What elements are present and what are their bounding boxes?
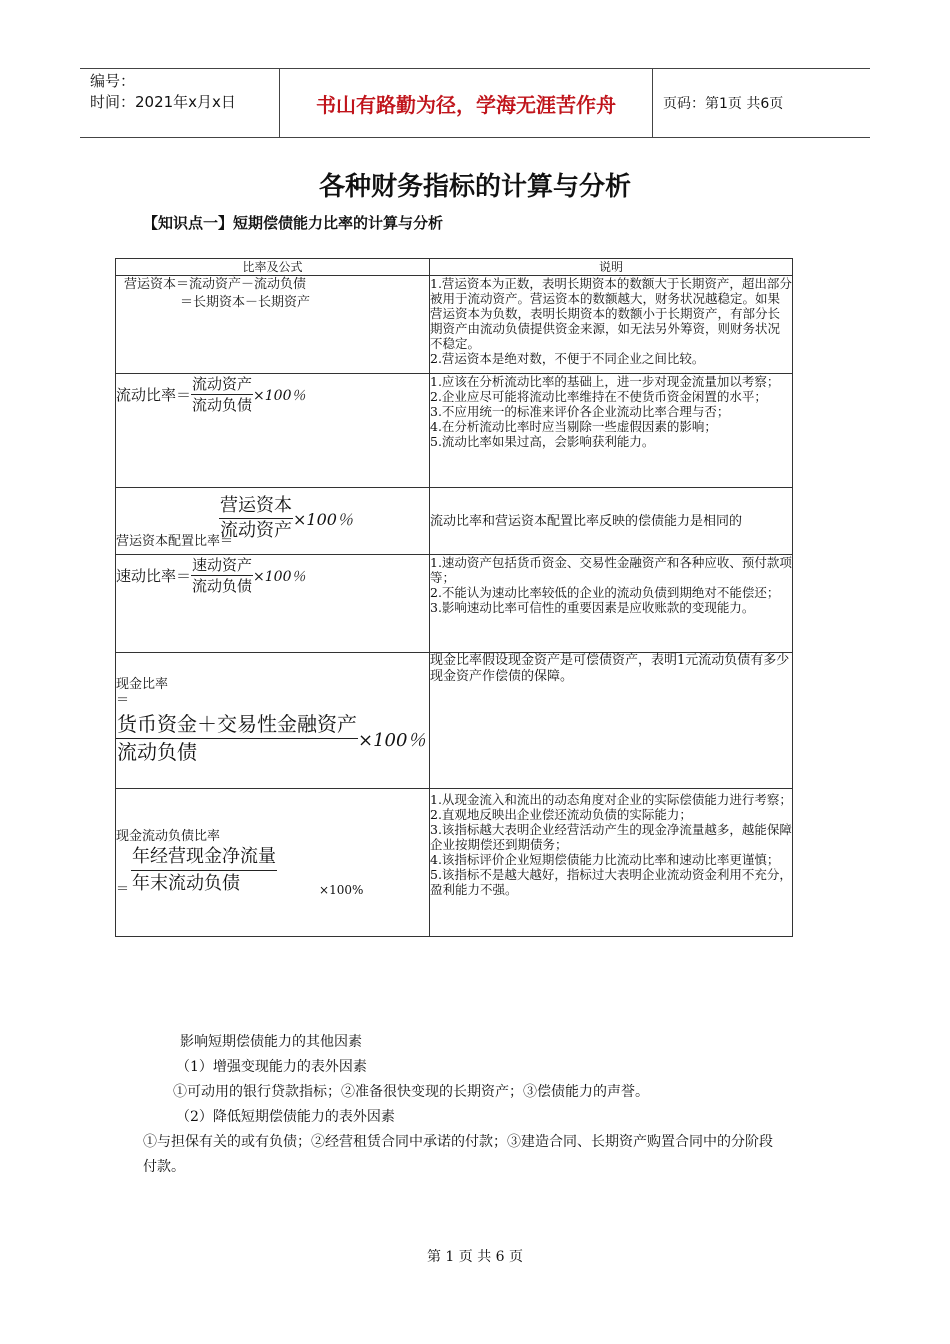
fraction-denominator: 年末流动负债 [132,873,241,894]
document-number-label: 编号： [90,72,136,90]
description-cell [430,276,793,374]
note-line: 3.该指标越大表明企业经营活动产生的现金净流量越多，越能保障企业按期偿还到期债务； [430,822,792,852]
description-cell [430,488,793,555]
note-line: 4.该指标评价企业短期偿债能力比流动比率和速动比率更谨慎； [430,852,780,867]
formula-line: ＝长期资本－长期资产 [180,295,311,310]
fraction [191,555,253,596]
fraction-group [219,494,353,543]
formula-line: 营运资本＝流动资产－流动负债 [124,277,307,292]
formula-suffix: ×100％ [293,510,353,529]
fraction-denominator: 流动资产 [220,520,293,541]
other-factors-sub1-text: ①可动用的银行贷款指标；②准备很快变现的长期资产；③偿债能力的声誉。 [173,1084,649,1100]
formula [116,374,429,415]
formula-prefix: 现金比率 [116,677,169,692]
note-line: 5.该指标不是越大越好，指标过大表明企业流动资金利用不充分，盈利能力不强。 [430,867,792,897]
col-header-description: 说明 [430,259,793,276]
other-factors-sub2-text-line1: ①与担保有关的或有负债；②经营租赁合同中承诺的付款；③建造合同、长期资产购置合同中的分阶段 [143,1134,773,1150]
table-row [116,276,793,374]
page-header [80,68,870,138]
table-row [116,555,793,653]
document-time-label: 时间：2021年x月x日 [90,93,236,111]
header-meta [80,69,280,137]
fraction-denominator: 流动负债 [117,740,197,764]
fraction-denominator: 流动负债 [192,396,253,414]
note-line: 2.直观地反映出企业偿还流动负债的实际能力； [430,807,692,822]
page-title: 各种财务指标的计算与分析 [318,172,631,202]
description-cell [430,374,793,488]
header-motto: 书山有路勤为径，学海无涯苦作舟 [280,69,653,137]
formula-cell [116,374,430,488]
note-line: 2.企业应尽可能将流动比率维持在不使货币资金闲置的水平； [430,389,767,404]
formula-suffix: ×100％ [253,568,306,585]
description-cell [430,653,793,789]
fraction-numerator: 流动资产 [192,375,253,393]
fraction [116,711,358,766]
note-line: 1.应该在分析流动比率的基础上，进一步对现金流量加以考察； [430,374,780,389]
formula-equals: ＝ [116,882,130,897]
note-line: 5.流动比率如果过高，会影响获利能力。 [430,434,655,449]
note-line: 4.在分析流动比率时应当剔除一些虚假因素的影响； [430,419,717,434]
fraction-numerator: 货币资金＋交易性金融资产 [116,711,358,739]
formula-cell [116,276,430,374]
other-factors-sub1: （1）增强变现能力的表外因素 [176,1059,367,1075]
formula-suffix: ×100％ [253,387,306,404]
formula-suffix: ×100％ [358,729,426,751]
note-line: 3.影响速动比率可信性的重要因素是应收账款的变现能力。 [430,600,755,615]
formula [116,844,429,897]
description-cell [430,789,793,937]
formula [116,555,429,596]
note-line: 流动比率和营运资本配置比率反映的偿债能力是相同的 [430,513,743,529]
section-heading: 【知识点一】短期偿债能力比率的计算与分析 [143,214,444,232]
col-header-formula: 比率及公式 [116,259,430,276]
fraction-numerator: 年经营现金净流量 [131,844,277,871]
formula-cell [116,653,430,789]
formula-suffix: ×100% [319,883,364,897]
formula-equals: ＝ [116,693,130,708]
formula-cell [116,488,430,555]
note-line: 现金比率假设现金资产是可偿债资产，表明1元流动负债有多少现金资产作偿债的保障。 [430,653,790,684]
formula-cell [116,555,430,653]
table-row [116,789,793,937]
fraction [131,844,277,897]
ratio-table [115,258,793,937]
formula-prefix: 营运资本配置比率＝ [116,534,234,549]
note-line: 3.不应用统一的标准来评价各企业流动比率合理与否； [430,404,730,419]
note-line: 2.营运资本是绝对数，不便于不同企业之间比较。 [430,351,705,366]
description-cell [430,555,793,653]
formula-prefix: 现金流动负债比率 [116,829,221,844]
note-line: 1.速动资产包括货币资金、交易性金融资产和各种应收、预付款项等； [430,555,792,585]
formula-prefix: 速动比率＝ [116,567,192,585]
formula-cell [116,789,430,937]
other-factors-sub2-text-line2: 付款。 [143,1159,185,1175]
table-row [116,374,793,488]
table-row [116,653,793,789]
fraction-numerator: 营运资本 [219,494,293,519]
fraction [191,374,253,415]
page-footer: 第 1 页 共 6 页 [426,1249,524,1265]
other-factors-heading: 影响短期偿债能力的其他因素 [180,1034,362,1050]
fraction [219,494,293,543]
table-row [116,488,793,555]
header-page-label: 页码：第1页 共6页 [663,96,784,112]
table-header-row [116,259,793,276]
fraction-denominator: 流动负债 [192,577,253,595]
note-line: 2.不能认为速动比率较低的企业的流动负债到期绝对不能偿还； [430,585,780,600]
formula-prefix: 流动比率＝ [116,386,192,404]
formula [116,494,429,553]
other-factors-sub2: （2）降低短期偿债能力的表外因素 [176,1109,395,1125]
note-line: 1.从现金流入和流出的动态角度对企业的实际偿债能力进行考察； [430,792,792,807]
fraction-numerator: 速动资产 [192,556,253,574]
formula [116,711,429,766]
note-line: 1.营运资本为正数，表明长期资本的数额大于长期资产，超出部分被用于流动资产。营运资本的数额越大，财务状况越稳定。如果营运资本为负数，表明长期资本的数额小于长期资产，有部分长期资产由流动负债提供资金来源，如无法另外筹资，则财务状况不稳定。 [430,276,792,351]
